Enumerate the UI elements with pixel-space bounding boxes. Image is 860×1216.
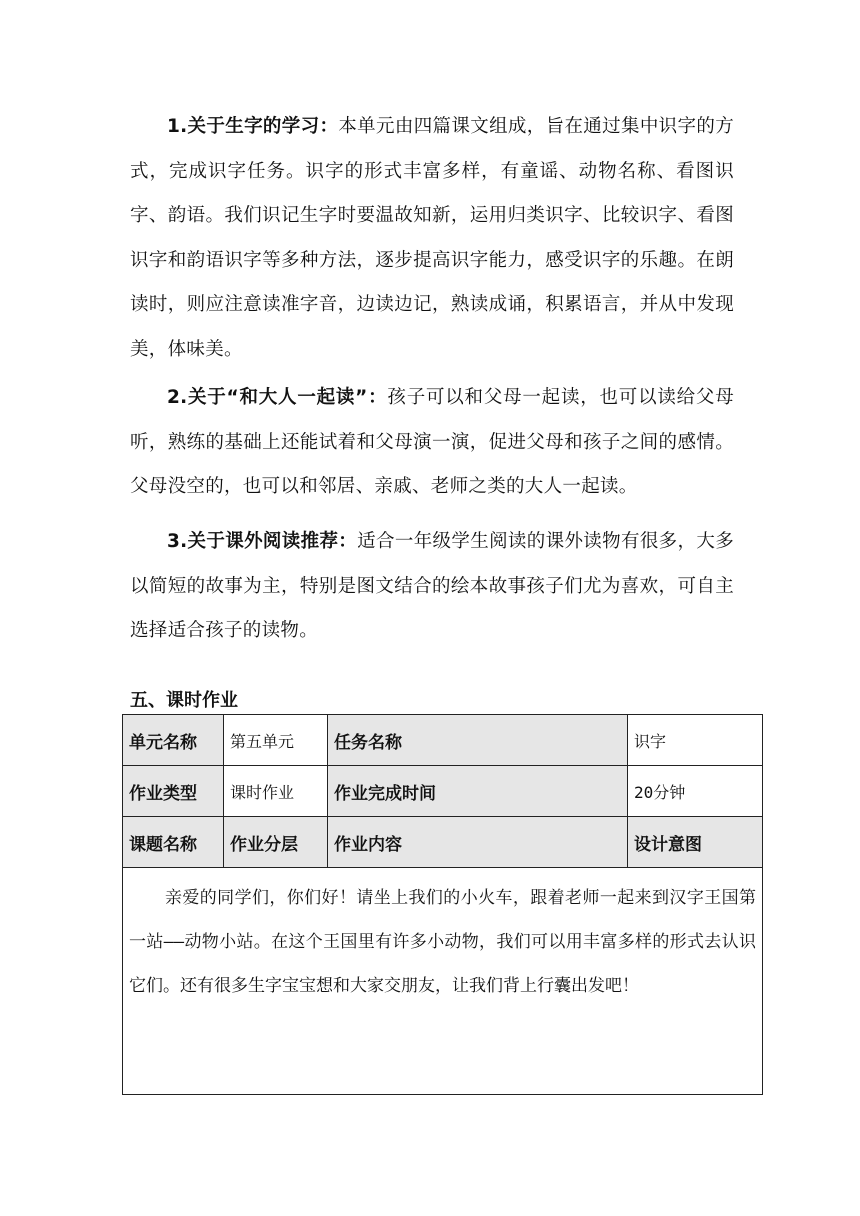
task-name-value: 识字 [628, 715, 763, 766]
homework-intro-text: 亲爱的同学们，你们好！请坐上我们的小火车，跟着老师一起来到汉字王国第一站——动物小站。在这个王国里有许多小动物，我们可以用丰富多样的形式去认识它们。还有很多生字宝宝想和大家交朋友，让我们背上行囊出发吧！ [123, 868, 763, 1095]
homework-table [122, 714, 763, 1095]
completion-time-value: 20分钟 [628, 766, 763, 817]
unit-name-value: 第五单元 [224, 715, 328, 766]
homework-type-value: 课时作业 [224, 766, 328, 817]
lesson-title-header: 课题名称 [123, 817, 224, 868]
paragraph-text: 孩子可以和父母一起读，也可以读给父母听，熟练的基础上还能试着和父母演一演，促进父母和孩子之间的感情。父母没空的，也可以和邻居、亲戚、老师之类的大人一起读。 [130, 387, 734, 497]
homework-content-header: 作业内容 [328, 817, 628, 868]
table-row [123, 715, 763, 766]
section-title: 五、课时作业 [130, 690, 238, 711]
paragraph-literacy [130, 105, 734, 372]
homework-level-header: 作业分层 [224, 817, 328, 868]
paragraph-heading: 2.关于“和大人一起读”： [167, 387, 388, 408]
paragraph-heading: 3.关于课外阅读推荐： [167, 531, 358, 552]
table-row [123, 817, 763, 868]
paragraph-heading: 1.关于生字的学习： [167, 116, 339, 137]
paragraph-text: 本单元由四篇课文组成，旨在通过集中识字的方式，完成识字任务。识字的形式丰富多样，有童谣、动物名称、看图识字、韵语。我们识记生字时要温故知新，运用归类识字、比较识字、看图识字和韵语识字等多种方法，逐步提高识字能力，感受识字的乐趣。在朗读时，则应注意读准字音，边读边记，熟读成诵，积累语言，并从中发现美，体味美。 [130, 116, 734, 360]
design-intent-header: 设计意图 [628, 817, 763, 868]
paragraph-read-with-adults [130, 376, 734, 510]
paragraph-extracurricular-reading [130, 520, 734, 654]
unit-name-label: 单元名称 [123, 715, 224, 766]
paragraph-text: 适合一年级学生阅读的课外读物有很多，大多以简短的故事为主，特别是图文结合的绘本故事孩子们尤为喜欢，可自主选择适合孩子的读物。 [130, 531, 734, 641]
table-row [123, 766, 763, 817]
table-row [123, 868, 763, 1095]
homework-type-label: 作业类型 [123, 766, 224, 817]
task-name-label: 任务名称 [328, 715, 628, 766]
completion-time-label: 作业完成时间 [328, 766, 628, 817]
